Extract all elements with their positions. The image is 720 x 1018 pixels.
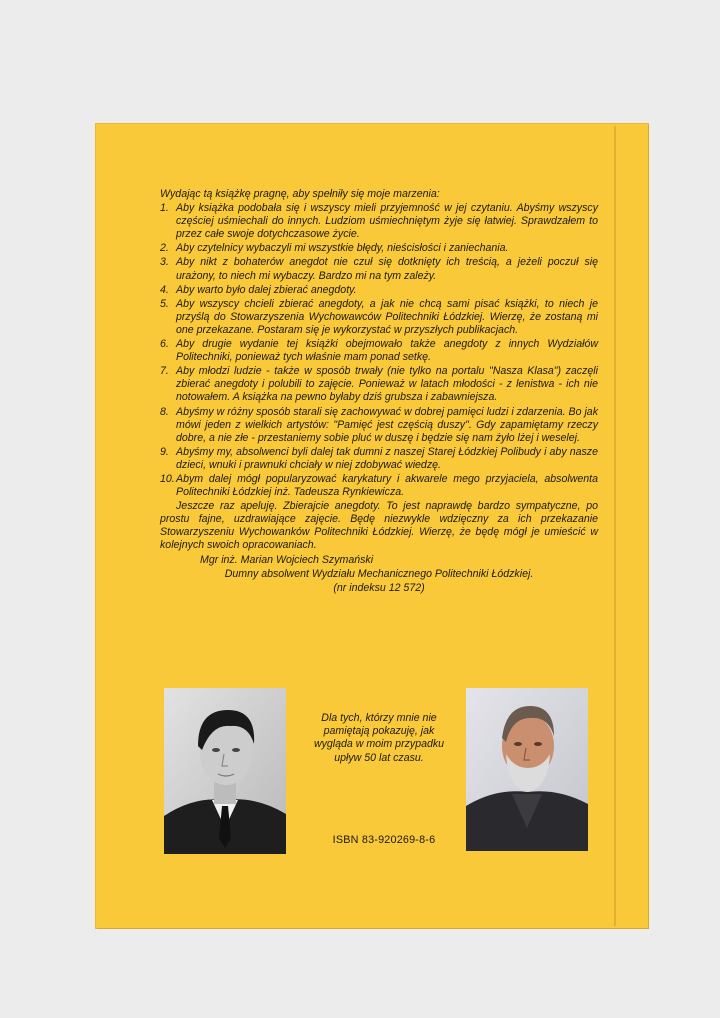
list-item: 10. Abym dalej mógł popularyzować karykatury i akwarele mego przyjaciela, absolwenta Politechniki Łódzkiej inż. Tadeusza Rynkiewicza. — [160, 472, 598, 499]
list-item: 1. Aby książka podobała się i wszyscy mieli przyjemność w jej czytaniu. Abyśmy wszyscy częściej uśmiechali do innych. Ludziom uśmiechniętym żyje się łatwiej. Sprawdzałem to przez całe swoje dotychczasowe życie. — [160, 202, 598, 241]
author-name: Mgr inż. Marian Wojciech Szymański — [200, 553, 374, 566]
cover-fold-line — [614, 126, 616, 926]
older-portrait-illustration — [466, 688, 588, 851]
wish-list — [160, 202, 598, 499]
list-item: 7. Aby młodzi ludzie - także w sposób trwały (nie tylko na portalu "Nasza Klasa") zaczęli zbierać anegdoty i polubili to zajęcie. Ponieważ w latach młodości - z lenistwa - ich nie notowałem. A książka na pewno byłaby dziś grubsza i zabawniejsza. — [160, 365, 598, 404]
closing-paragraph: Jeszcze raz apeluję. Zbierajcie anegdoty. To jest naprawdę bardzo sympatyczne, po prostu fajne, uzdrawiające zajęcie. Będę niezwykle wdzięczny za ich przekazanie Stowarzyszeniu Wychowanków Politechniki Łódzkiej. Wierzę, że będę mógł je umieścić w kolejnych swoich opracowaniach. — [160, 500, 598, 552]
author-title: Dumny absolwent Wydziału Mechanicznego Politechniki Łódzkiej. — [224, 567, 534, 580]
isbn-number: ISBN 83-920269-8-6 — [332, 834, 436, 846]
intro-text: Wydając tą książkę pragnę, aby spełniły się moje marzenia: — [160, 188, 440, 200]
list-item: 3. Aby nikt z bohaterów anegdot nie czuł się dotknięty ich treścią, a jeżeli poczuł się urażony, to niech mi wybaczy. Bardzo mi na tym zależy. — [160, 256, 598, 282]
list-item: 6. Aby drugie wydanie tej książki obejmowało także anegdoty z innych Wydziałów Politechniki, ponieważ tych właśnie mam ponad setkę. — [160, 338, 598, 364]
young-portrait-photo — [164, 688, 286, 854]
list-item: 9. Abyśmy my, absolwenci byli dalej tak dumni z naszej Starej Łódzkiej Polibudy i aby nasze dzieci, wnuki i prawnuki chciały w niej zdobywać wiedzę. — [160, 445, 598, 471]
photo-caption: Dla tych, którzy mnie nie pamiętają pokazuję, jak wygląda w moim przypadku upływ 50 lat czasu. — [313, 712, 445, 764]
list-item: 4. Aby warto było dalej zbierać anegdoty. — [160, 283, 357, 296]
list-item: 2. Aby czytelnicy wybaczyli mi wszystkie błędy, nieścisłości i zaniechania. — [160, 242, 509, 255]
cover-text-block — [160, 188, 598, 595]
author-index-number: (nr indeksu 12 572) — [333, 581, 425, 594]
older-portrait-photo — [466, 688, 588, 851]
young-portrait-illustration — [164, 688, 286, 854]
list-item: 8. Abyśmy w różny sposób starali się zachowywać w dobrej pamięci ludzi i zdarzenia. Bo jak mówi jeden z wielkich artystów: "Pamięć jest częścią duszy". Gdy zapamiętamy rzeczy dobre, a nie złe - przestaniemy sobie pluć w duszę i będzie się nam żyło lżej i weselej. — [160, 405, 598, 444]
list-item: 5. Aby wszyscy chcieli zbierać anegdoty, a jak nie chcą sami pisać książki, to niech je przyślą do Stowarzyszenia Wychowawców Politechniki Łódzkiej. Wierzę, że zostaną mi one przekazane. Postaram się je wykorzystać w przyszłych publikacjach. — [160, 297, 598, 336]
